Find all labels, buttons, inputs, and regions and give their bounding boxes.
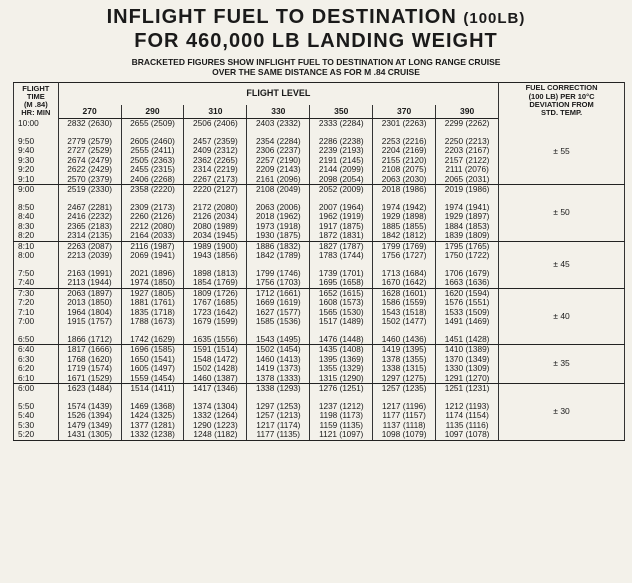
fuel-value-cell: 1097 (1078) xyxy=(436,430,499,440)
fuel-value-cell: 1548 (1472) xyxy=(184,355,247,365)
fuel-value-cell: 2018 (1962) xyxy=(247,212,310,222)
fuel-value-cell: 1330 (1309) xyxy=(436,364,499,374)
fuel-value-cell: 1827 (1787) xyxy=(310,241,373,251)
fuel-value-cell: 1526 (1394) xyxy=(58,411,121,421)
fuel-value-cell: 1974 (1942) xyxy=(373,203,436,213)
fuel-value-cell: 1713 (1684) xyxy=(373,269,436,279)
flight-time-cell: 8:00 xyxy=(14,251,59,261)
fuel-value-cell: 1989 (1900) xyxy=(184,241,247,251)
fuel-value-cell: 2519 (2330) xyxy=(58,185,121,195)
fuel-correction-cell: ± 45 xyxy=(499,241,625,288)
fuel-value-cell: 1417 (1346) xyxy=(184,384,247,394)
fuel-value-cell: 1929 (1898) xyxy=(373,212,436,222)
fuel-value-cell: 2191 (2145) xyxy=(310,156,373,166)
fuel-value-cell: 1670 (1642) xyxy=(373,278,436,288)
fuel-value-cell: 1627 (1577) xyxy=(247,308,310,318)
fuel-value-cell: 1410 (1389) xyxy=(436,345,499,355)
fuel-value-cell: 1917 (1875) xyxy=(310,222,373,232)
fuel-value-cell: 2263 (2087) xyxy=(58,241,121,251)
fuel-value-cell: 1435 (1408) xyxy=(310,345,373,355)
fuel-value-cell: 2157 (2122) xyxy=(436,156,499,166)
fuel-value-cell: 1842 (1789) xyxy=(247,251,310,261)
fuel-value-cell: 1943 (1856) xyxy=(184,251,247,261)
fuel-value-cell: 2063 (2030) xyxy=(373,175,436,185)
fuel-value-cell: 2108 (2075) xyxy=(373,165,436,175)
fuel-value-cell: 2506 (2406) xyxy=(184,119,247,129)
fuel-value-cell: 1930 (1875) xyxy=(247,231,310,241)
fuel-value-cell: 1695 (1658) xyxy=(310,278,373,288)
flight-time-cell: 9:30 xyxy=(14,156,59,166)
fuel-value-cell: 2116 (1987) xyxy=(121,241,184,251)
fuel-value-cell: 2416 (2232) xyxy=(58,212,121,222)
flight-time-cell: 6:50 xyxy=(14,335,59,345)
flight-level-350: 350 xyxy=(310,105,373,119)
fuel-value-cell: 1696 (1585) xyxy=(121,345,184,355)
fuel-value-cell: 1217 (1196) xyxy=(373,402,436,412)
fuel-value-cell: 2239 (2193) xyxy=(310,146,373,156)
fuel-value-cell: 2365 (2183) xyxy=(58,222,121,232)
fuel-value-cell: 2209 (2143) xyxy=(247,165,310,175)
flight-time-cell: 9:50 xyxy=(14,137,59,147)
fuel-value-cell: 1872 (1831) xyxy=(310,231,373,241)
fuel-value-cell: 1276 (1251) xyxy=(310,384,373,394)
fuel-value-cell: 2204 (2169) xyxy=(373,146,436,156)
title-main: INFLIGHT FUEL TO DESTINATION xyxy=(106,6,457,28)
fuel-value-cell: 2301 (2263) xyxy=(373,119,436,129)
fuel-value-cell: 1652 (1615) xyxy=(310,288,373,298)
fuel-value-cell: 1174 (1154) xyxy=(436,411,499,421)
title-unit: (100LB) xyxy=(463,10,526,27)
fuel-value-cell: 1886 (1832) xyxy=(247,241,310,251)
fuel-value-cell: 2409 (2312) xyxy=(184,146,247,156)
flight-time-cell: 6:10 xyxy=(14,374,59,384)
subtitle-line-1: BRACKETED FIGURES SHOW INFLIGHT FUEL TO DESTINATION AT LONG RANGE CRUISE xyxy=(131,57,501,67)
fuel-value-cell: 2622 (2429) xyxy=(58,165,121,175)
fuel-value-cell: 1217 (1174) xyxy=(247,421,310,431)
fuel-value-cell: 1835 (1718) xyxy=(121,308,184,318)
flight-time-cell: 8:30 xyxy=(14,222,59,232)
fuel-value-cell: 1559 (1454) xyxy=(121,374,184,384)
fuel-value-cell: 1974 (1941) xyxy=(436,203,499,213)
fuel-value-cell: 1257 (1235) xyxy=(373,384,436,394)
fuel-value-cell: 1502 (1428) xyxy=(184,364,247,374)
fuel-value-cell: 2299 (2262) xyxy=(436,119,499,129)
fuel-value-cell: 2253 (2216) xyxy=(373,137,436,147)
fuel-value-cell: 1605 (1497) xyxy=(121,364,184,374)
fuel-value-cell: 1767 (1685) xyxy=(184,298,247,308)
fuel-value-cell: 2126 (2034) xyxy=(184,212,247,222)
fuel-value-cell: 1723 (1642) xyxy=(184,308,247,318)
flight-time-cell: 10:00 xyxy=(14,119,59,129)
fuel-value-cell: 2007 (1964) xyxy=(310,203,373,213)
fuel-value-cell: 1378 (1355) xyxy=(373,355,436,365)
fuel-value-cell: 1783 (1744) xyxy=(310,251,373,261)
flight-time-cell: 6:30 xyxy=(14,355,59,365)
fuel-value-cell: 1479 (1349) xyxy=(58,421,121,431)
fuel-value-cell: 2098 (2054) xyxy=(310,175,373,185)
fuel-value-cell: 1460 (1387) xyxy=(184,374,247,384)
fuel-value-cell: 2505 (2363) xyxy=(121,156,184,166)
fuel-value-cell: 2354 (2284) xyxy=(247,137,310,147)
fuel-value-cell: 1669 (1619) xyxy=(247,298,310,308)
fuel-value-cell: 1424 (1325) xyxy=(121,411,184,421)
fuel-value-cell: 1608 (1573) xyxy=(310,298,373,308)
fuel-value-cell: 1854 (1769) xyxy=(184,278,247,288)
fuel-value-cell: 1332 (1238) xyxy=(121,430,184,440)
fuel-value-cell: 2013 (1850) xyxy=(58,298,121,308)
fuel-value-cell: 1635 (1556) xyxy=(184,335,247,345)
flight-time-cell: 8:40 xyxy=(14,212,59,222)
fuel-value-cell: 1395 (1369) xyxy=(310,355,373,365)
fuel-value-cell: 2163 (1991) xyxy=(58,269,121,279)
fuel-value-cell: 2113 (1944) xyxy=(58,278,121,288)
fuel-value-cell: 1098 (1079) xyxy=(373,430,436,440)
fuel-value-cell: 2306 (2237) xyxy=(247,146,310,156)
fuel-value-cell: 2065 (2031) xyxy=(436,175,499,185)
fuel-value-cell: 1517 (1489) xyxy=(310,317,373,327)
fuel-value-cell: 1469 (1368) xyxy=(121,402,184,412)
fuel-value-cell: 1374 (1304) xyxy=(184,402,247,412)
fuel-value-cell: 2164 (2033) xyxy=(121,231,184,241)
flight-time-cell: 7:40 xyxy=(14,278,59,288)
fuel-value-cell: 1237 (1212) xyxy=(310,402,373,412)
fuel-value-cell: 2155 (2120) xyxy=(373,156,436,166)
fuel-value-cell: 1290 (1223) xyxy=(184,421,247,431)
fuel-value-cell: 2555 (2411) xyxy=(121,146,184,156)
fuel-value-cell: 1628 (1601) xyxy=(373,288,436,298)
title-line-2: FOR 460,000 LB LANDING WEIGHT xyxy=(134,30,498,52)
fuel-value-cell: 1576 (1551) xyxy=(436,298,499,308)
fuel-value-cell: 2314 (2135) xyxy=(58,231,121,241)
fuel-value-cell: 1297 (1253) xyxy=(247,402,310,412)
fuel-value-cell: 2309 (2173) xyxy=(121,203,184,213)
fuel-value-cell: 1739 (1701) xyxy=(310,269,373,279)
fuel-value-cell: 1885 (1855) xyxy=(373,222,436,232)
fuel-value-cell: 1768 (1620) xyxy=(58,355,121,365)
fuel-value-cell: 1419 (1395) xyxy=(373,345,436,355)
flight-time-cell: 6:40 xyxy=(14,345,59,355)
flight-time-cell: 8:20 xyxy=(14,231,59,241)
fuel-value-cell: 1460 (1436) xyxy=(373,335,436,345)
fuel-value-cell: 1514 (1411) xyxy=(121,384,184,394)
fuel-value-cell: 2358 (2220) xyxy=(121,185,184,195)
fuel-value-cell: 1809 (1726) xyxy=(184,288,247,298)
fuel-value-cell: 2362 (2265) xyxy=(184,156,247,166)
fuel-value-cell: 1378 (1333) xyxy=(247,374,310,384)
fuel-value-cell: 2314 (2219) xyxy=(184,165,247,175)
fuel-value-cell: 1543 (1495) xyxy=(247,335,310,345)
fuel-value-cell: 1742 (1629) xyxy=(121,335,184,345)
fuel-value-cell: 1884 (1853) xyxy=(436,222,499,232)
flight-time-cell: 7:50 xyxy=(14,269,59,279)
flight-time-cell: 7:30 xyxy=(14,288,59,298)
fuel-value-cell: 1962 (1919) xyxy=(310,212,373,222)
fuel-value-cell: 2052 (2009) xyxy=(310,185,373,195)
flight-time-cell: 9:10 xyxy=(14,175,59,185)
table-row xyxy=(14,185,625,195)
fuel-table-body xyxy=(14,119,625,441)
fuel-value-cell: 1533 (1509) xyxy=(436,308,499,318)
flight-time-cell: 6:00 xyxy=(14,384,59,394)
fuel-value-cell: 1929 (1897) xyxy=(436,212,499,222)
flight-time-cell: 5:50 xyxy=(14,402,59,412)
flight-level-390: 390 xyxy=(436,105,499,119)
fuel-value-cell: 1198 (1173) xyxy=(310,411,373,421)
fuel-value-cell: 1839 (1809) xyxy=(436,231,499,241)
header-row xyxy=(14,83,625,106)
fuel-value-cell: 2605 (2460) xyxy=(121,137,184,147)
fuel-value-cell: 2034 (1945) xyxy=(184,231,247,241)
fuel-value-cell: 2019 (1986) xyxy=(436,185,499,195)
flight-time-cell: 9:40 xyxy=(14,146,59,156)
fuel-value-cell: 2063 (1897) xyxy=(58,288,121,298)
fuel-value-cell: 1719 (1574) xyxy=(58,364,121,374)
flight-time-cell: 6:20 xyxy=(14,364,59,374)
fuel-value-cell: 1750 (1722) xyxy=(436,251,499,261)
fuel-value-cell: 1565 (1530) xyxy=(310,308,373,318)
fuel-value-cell: 2570 (2379) xyxy=(58,175,121,185)
fuel-value-cell: 1927 (1805) xyxy=(121,288,184,298)
fuel-value-cell: 1177 (1157) xyxy=(373,411,436,421)
flight-time-cell: 5:30 xyxy=(14,421,59,431)
fuel-value-cell: 1251 (1231) xyxy=(436,384,499,394)
fuel-value-cell: 1419 (1373) xyxy=(247,364,310,374)
fuel-value-cell: 2457 (2359) xyxy=(184,137,247,147)
fuel-value-cell: 2257 (2190) xyxy=(247,156,310,166)
fuel-value-cell: 1866 (1712) xyxy=(58,335,121,345)
fuel-value-cell: 1671 (1529) xyxy=(58,374,121,384)
fuel-value-cell: 1585 (1536) xyxy=(247,317,310,327)
fuel-value-cell: 1915 (1757) xyxy=(58,317,121,327)
fuel-value-cell: 1476 (1448) xyxy=(310,335,373,345)
fuel-value-cell: 2080 (1989) xyxy=(184,222,247,232)
fuel-value-cell: 1338 (1315) xyxy=(373,364,436,374)
flight-level-330: 330 xyxy=(247,105,310,119)
fuel-value-cell: 1964 (1804) xyxy=(58,308,121,318)
fuel-value-cell: 1817 (1666) xyxy=(58,345,121,355)
fuel-value-cell: 2021 (1896) xyxy=(121,269,184,279)
fuel-value-cell: 1332 (1264) xyxy=(184,411,247,421)
table-row xyxy=(14,345,625,355)
fuel-value-cell: 1135 (1116) xyxy=(436,421,499,431)
fuel-value-cell: 2111 (2076) xyxy=(436,165,499,175)
fuel-correction-cell: ± 40 xyxy=(499,288,625,345)
fuel-value-cell: 1591 (1514) xyxy=(184,345,247,355)
fuel-value-cell: 1795 (1765) xyxy=(436,241,499,251)
fuel-value-cell: 2108 (2049) xyxy=(247,185,310,195)
fuel-correction-header: FUEL CORRECTION (100 LB) PER 10°C DEVIATION FROM STD. TEMP. xyxy=(499,83,625,119)
fuel-value-cell: 1460 (1413) xyxy=(247,355,310,365)
fuel-value-cell: 2655 (2509) xyxy=(121,119,184,129)
fuel-value-cell: 1679 (1599) xyxy=(184,317,247,327)
fuel-correction-cell: ± 50 xyxy=(499,185,625,242)
fuel-value-cell: 2832 (2630) xyxy=(58,119,121,129)
title-line-1 xyxy=(0,6,632,29)
fuel-value-cell: 1248 (1182) xyxy=(184,430,247,440)
fuel-value-cell: 1370 (1349) xyxy=(436,355,499,365)
fuel-value-cell: 1257 (1213) xyxy=(247,411,310,421)
fuel-value-cell: 2144 (2099) xyxy=(310,165,373,175)
fuel-value-cell: 2203 (2167) xyxy=(436,146,499,156)
fuel-value-cell: 1338 (1293) xyxy=(247,384,310,394)
fuel-value-cell: 1623 (1484) xyxy=(58,384,121,394)
fuel-value-cell: 1842 (1812) xyxy=(373,231,436,241)
fuel-value-cell: 2260 (2126) xyxy=(121,212,184,222)
fuel-value-cell: 1974 (1850) xyxy=(121,278,184,288)
table-row xyxy=(14,384,625,394)
fuel-value-cell: 1586 (1559) xyxy=(373,298,436,308)
flight-level-310: 310 xyxy=(184,105,247,119)
flight-level-370: 370 xyxy=(373,105,436,119)
fuel-value-cell: 2018 (1986) xyxy=(373,185,436,195)
fuel-value-cell: 1121 (1097) xyxy=(310,430,373,440)
fuel-value-cell: 1355 (1329) xyxy=(310,364,373,374)
fuel-value-cell: 1650 (1541) xyxy=(121,355,184,365)
flight-time-cell: 8:50 xyxy=(14,203,59,213)
fuel-value-cell: 1663 (1636) xyxy=(436,278,499,288)
fuel-correction-cell: ± 55 xyxy=(499,119,625,185)
fuel-value-cell: 2779 (2579) xyxy=(58,137,121,147)
flight-time-cell: 7:20 xyxy=(14,298,59,308)
fuel-value-cell: 2212 (2080) xyxy=(121,222,184,232)
fuel-value-cell: 1799 (1746) xyxy=(247,269,310,279)
flight-level-290: 290 xyxy=(121,105,184,119)
flight-time-cell: 8:10 xyxy=(14,241,59,251)
fuel-value-cell: 2674 (2479) xyxy=(58,156,121,166)
fuel-value-cell: 1491 (1469) xyxy=(436,317,499,327)
flight-time-cell: 5:20 xyxy=(14,430,59,440)
fuel-value-cell: 1574 (1439) xyxy=(58,402,121,412)
flight-level-270: 270 xyxy=(58,105,121,119)
fuel-value-cell: 1431 (1305) xyxy=(58,430,121,440)
fuel-value-cell: 2063 (2006) xyxy=(247,203,310,213)
fuel-value-cell: 2161 (2096) xyxy=(247,175,310,185)
fuel-value-cell: 2220 (2127) xyxy=(184,185,247,195)
fuel-value-cell: 1799 (1769) xyxy=(373,241,436,251)
flight-time-cell: 9:00 xyxy=(14,185,59,195)
fuel-value-cell: 1159 (1135) xyxy=(310,421,373,431)
fuel-value-cell: 1881 (1761) xyxy=(121,298,184,308)
flight-time-cell: 9:20 xyxy=(14,165,59,175)
fuel-value-cell: 1543 (1518) xyxy=(373,308,436,318)
fuel-value-cell: 1137 (1118) xyxy=(373,421,436,431)
flight-time-cell: 5:40 xyxy=(14,411,59,421)
flight-level-header: FLIGHT LEVEL xyxy=(58,83,498,106)
fuel-value-cell: 1502 (1477) xyxy=(373,317,436,327)
fuel-value-cell: 1756 (1727) xyxy=(373,251,436,261)
fuel-value-cell: 1712 (1661) xyxy=(247,288,310,298)
flight-time-header: FLIGHT TIME (M .84) HR: MIN xyxy=(14,83,59,119)
fuel-value-cell: 1502 (1454) xyxy=(247,345,310,355)
fuel-value-cell: 2250 (2213) xyxy=(436,137,499,147)
fuel-value-cell: 2069 (1941) xyxy=(121,251,184,261)
subtitle-line-2: OVER THE SAME DISTANCE AS FOR M .84 CRUISE xyxy=(212,67,420,77)
fuel-value-cell: 1297 (1275) xyxy=(373,374,436,384)
fuel-value-cell: 2267 (2173) xyxy=(184,175,247,185)
fuel-value-cell: 2172 (2080) xyxy=(184,203,247,213)
fuel-value-cell: 1620 (1594) xyxy=(436,288,499,298)
fuel-value-cell: 1451 (1428) xyxy=(436,335,499,345)
fuel-value-cell: 1291 (1270) xyxy=(436,374,499,384)
fuel-value-cell: 2403 (2332) xyxy=(247,119,310,129)
fuel-value-cell: 1212 (1193) xyxy=(436,402,499,412)
fuel-value-cell: 1756 (1703) xyxy=(247,278,310,288)
fuel-value-cell: 1706 (1679) xyxy=(436,269,499,279)
fuel-correction-cell: ± 35 xyxy=(499,345,625,384)
fuel-value-cell: 2286 (2238) xyxy=(310,137,373,147)
fuel-value-cell: 2333 (2284) xyxy=(310,119,373,129)
flight-time-cell: 7:00 xyxy=(14,317,59,327)
fuel-value-cell: 1177 (1135) xyxy=(247,430,310,440)
fuel-value-cell: 2467 (2281) xyxy=(58,203,121,213)
fuel-value-cell: 1898 (1813) xyxy=(184,269,247,279)
fuel-value-cell: 1377 (1281) xyxy=(121,421,184,431)
fuel-value-cell: 2213 (2039) xyxy=(58,251,121,261)
flight-time-cell: 7:10 xyxy=(14,308,59,318)
fuel-value-cell: 1973 (1918) xyxy=(247,222,310,232)
fuel-value-cell: 1788 (1673) xyxy=(121,317,184,327)
fuel-value-cell: 2455 (2315) xyxy=(121,165,184,175)
fuel-value-cell: 2727 (2529) xyxy=(58,146,121,156)
fuel-value-cell: 2406 (2268) xyxy=(121,175,184,185)
fuel-value-cell: 1315 (1290) xyxy=(310,374,373,384)
fuel-table xyxy=(13,82,625,441)
fuel-correction-cell: ± 30 xyxy=(499,384,625,441)
table-row xyxy=(14,119,625,129)
